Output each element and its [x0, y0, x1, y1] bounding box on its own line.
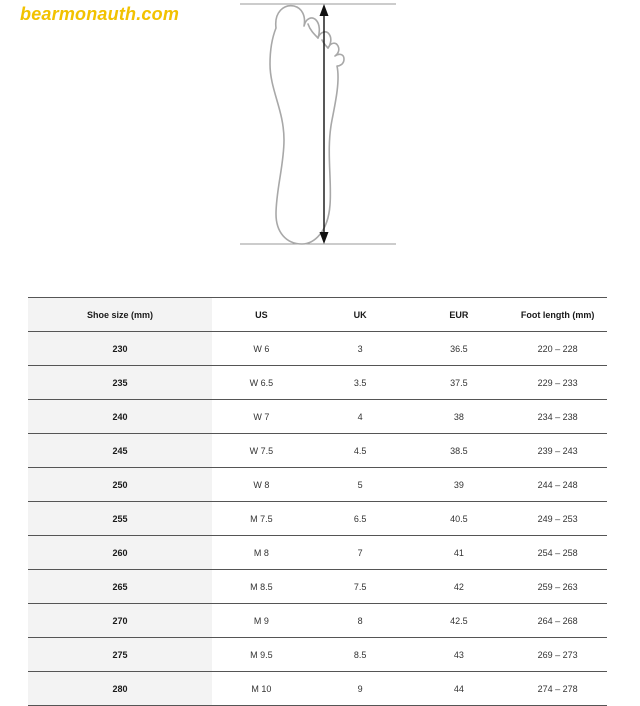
cell-us: W 6: [212, 332, 311, 366]
table-row: [28, 672, 607, 706]
header-shoe-size: Shoe size (mm): [28, 298, 212, 332]
cell-foot-length: 244 – 248: [508, 468, 607, 502]
cell-shoe-size: 270: [28, 604, 212, 638]
cell-shoe-size: 255: [28, 502, 212, 536]
table-row: [28, 638, 607, 672]
header-us: US: [212, 298, 311, 332]
table-row: [28, 604, 607, 638]
cell-us: M 9: [212, 604, 311, 638]
cell-uk: 8.5: [311, 638, 410, 672]
table-row: [28, 502, 607, 536]
cell-foot-length: 259 – 263: [508, 570, 607, 604]
cell-us: W 7: [212, 400, 311, 434]
cell-uk: 3: [311, 332, 410, 366]
cell-shoe-size: 235: [28, 366, 212, 400]
cell-us: W 6.5: [212, 366, 311, 400]
cell-uk: 7: [311, 536, 410, 570]
cell-eur: 38: [410, 400, 509, 434]
cell-uk: 4.5: [311, 434, 410, 468]
cell-shoe-size: 250: [28, 468, 212, 502]
cell-shoe-size: 275: [28, 638, 212, 672]
cell-shoe-size: 240: [28, 400, 212, 434]
cell-uk: 4: [311, 400, 410, 434]
table-row: [28, 536, 607, 570]
cell-eur: 42.5: [410, 604, 509, 638]
table-row: [28, 434, 607, 468]
cell-uk: 8: [311, 604, 410, 638]
cell-uk: 6.5: [311, 502, 410, 536]
cell-foot-length: 229 – 233: [508, 366, 607, 400]
foot-outline-icon: [236, 0, 400, 250]
cell-foot-length: 220 – 228: [508, 332, 607, 366]
cell-us: M 8.5: [212, 570, 311, 604]
cell-foot-length: 254 – 258: [508, 536, 607, 570]
table-row: [28, 468, 607, 502]
cell-us: M 9.5: [212, 638, 311, 672]
cell-eur: 36.5: [410, 332, 509, 366]
shoe-size-table: [28, 297, 607, 706]
cell-eur: 40.5: [410, 502, 509, 536]
table-row: [28, 400, 607, 434]
table-row: [28, 332, 607, 366]
cell-shoe-size: 245: [28, 434, 212, 468]
cell-eur: 42: [410, 570, 509, 604]
cell-foot-length: 269 – 273: [508, 638, 607, 672]
header-foot-length: Foot length (mm): [508, 298, 607, 332]
cell-us: M 7.5: [212, 502, 311, 536]
cell-eur: 37.5: [410, 366, 509, 400]
cell-foot-length: 249 – 253: [508, 502, 607, 536]
cell-eur: 44: [410, 672, 509, 706]
cell-uk: 7.5: [311, 570, 410, 604]
header-eur: EUR: [410, 298, 509, 332]
cell-uk: 9: [311, 672, 410, 706]
cell-shoe-size: 280: [28, 672, 212, 706]
cell-us: W 7.5: [212, 434, 311, 468]
length-arrow-icon: [320, 4, 329, 244]
cell-shoe-size: 265: [28, 570, 212, 604]
cell-foot-length: 239 – 243: [508, 434, 607, 468]
header-uk: UK: [311, 298, 410, 332]
cell-uk: 5: [311, 468, 410, 502]
cell-eur: 38.5: [410, 434, 509, 468]
cell-us: M 8: [212, 536, 311, 570]
cell-eur: 41: [410, 536, 509, 570]
cell-shoe-size: 230: [28, 332, 212, 366]
table-row: [28, 570, 607, 604]
table-body: [28, 332, 607, 706]
cell-foot-length: 264 – 268: [508, 604, 607, 638]
cell-uk: 3.5: [311, 366, 410, 400]
cell-us: M 10: [212, 672, 311, 706]
cell-shoe-size: 260: [28, 536, 212, 570]
cell-eur: 43: [410, 638, 509, 672]
table-row: [28, 366, 607, 400]
cell-eur: 39: [410, 468, 509, 502]
watermark-text: bearmonauth.com: [20, 4, 180, 24]
foot-measure-illustration: [236, 0, 400, 250]
cell-foot-length: 274 – 278: [508, 672, 607, 706]
cell-foot-length: 234 – 238: [508, 400, 607, 434]
table-header-row: [28, 298, 607, 332]
cell-us: W 8: [212, 468, 311, 502]
